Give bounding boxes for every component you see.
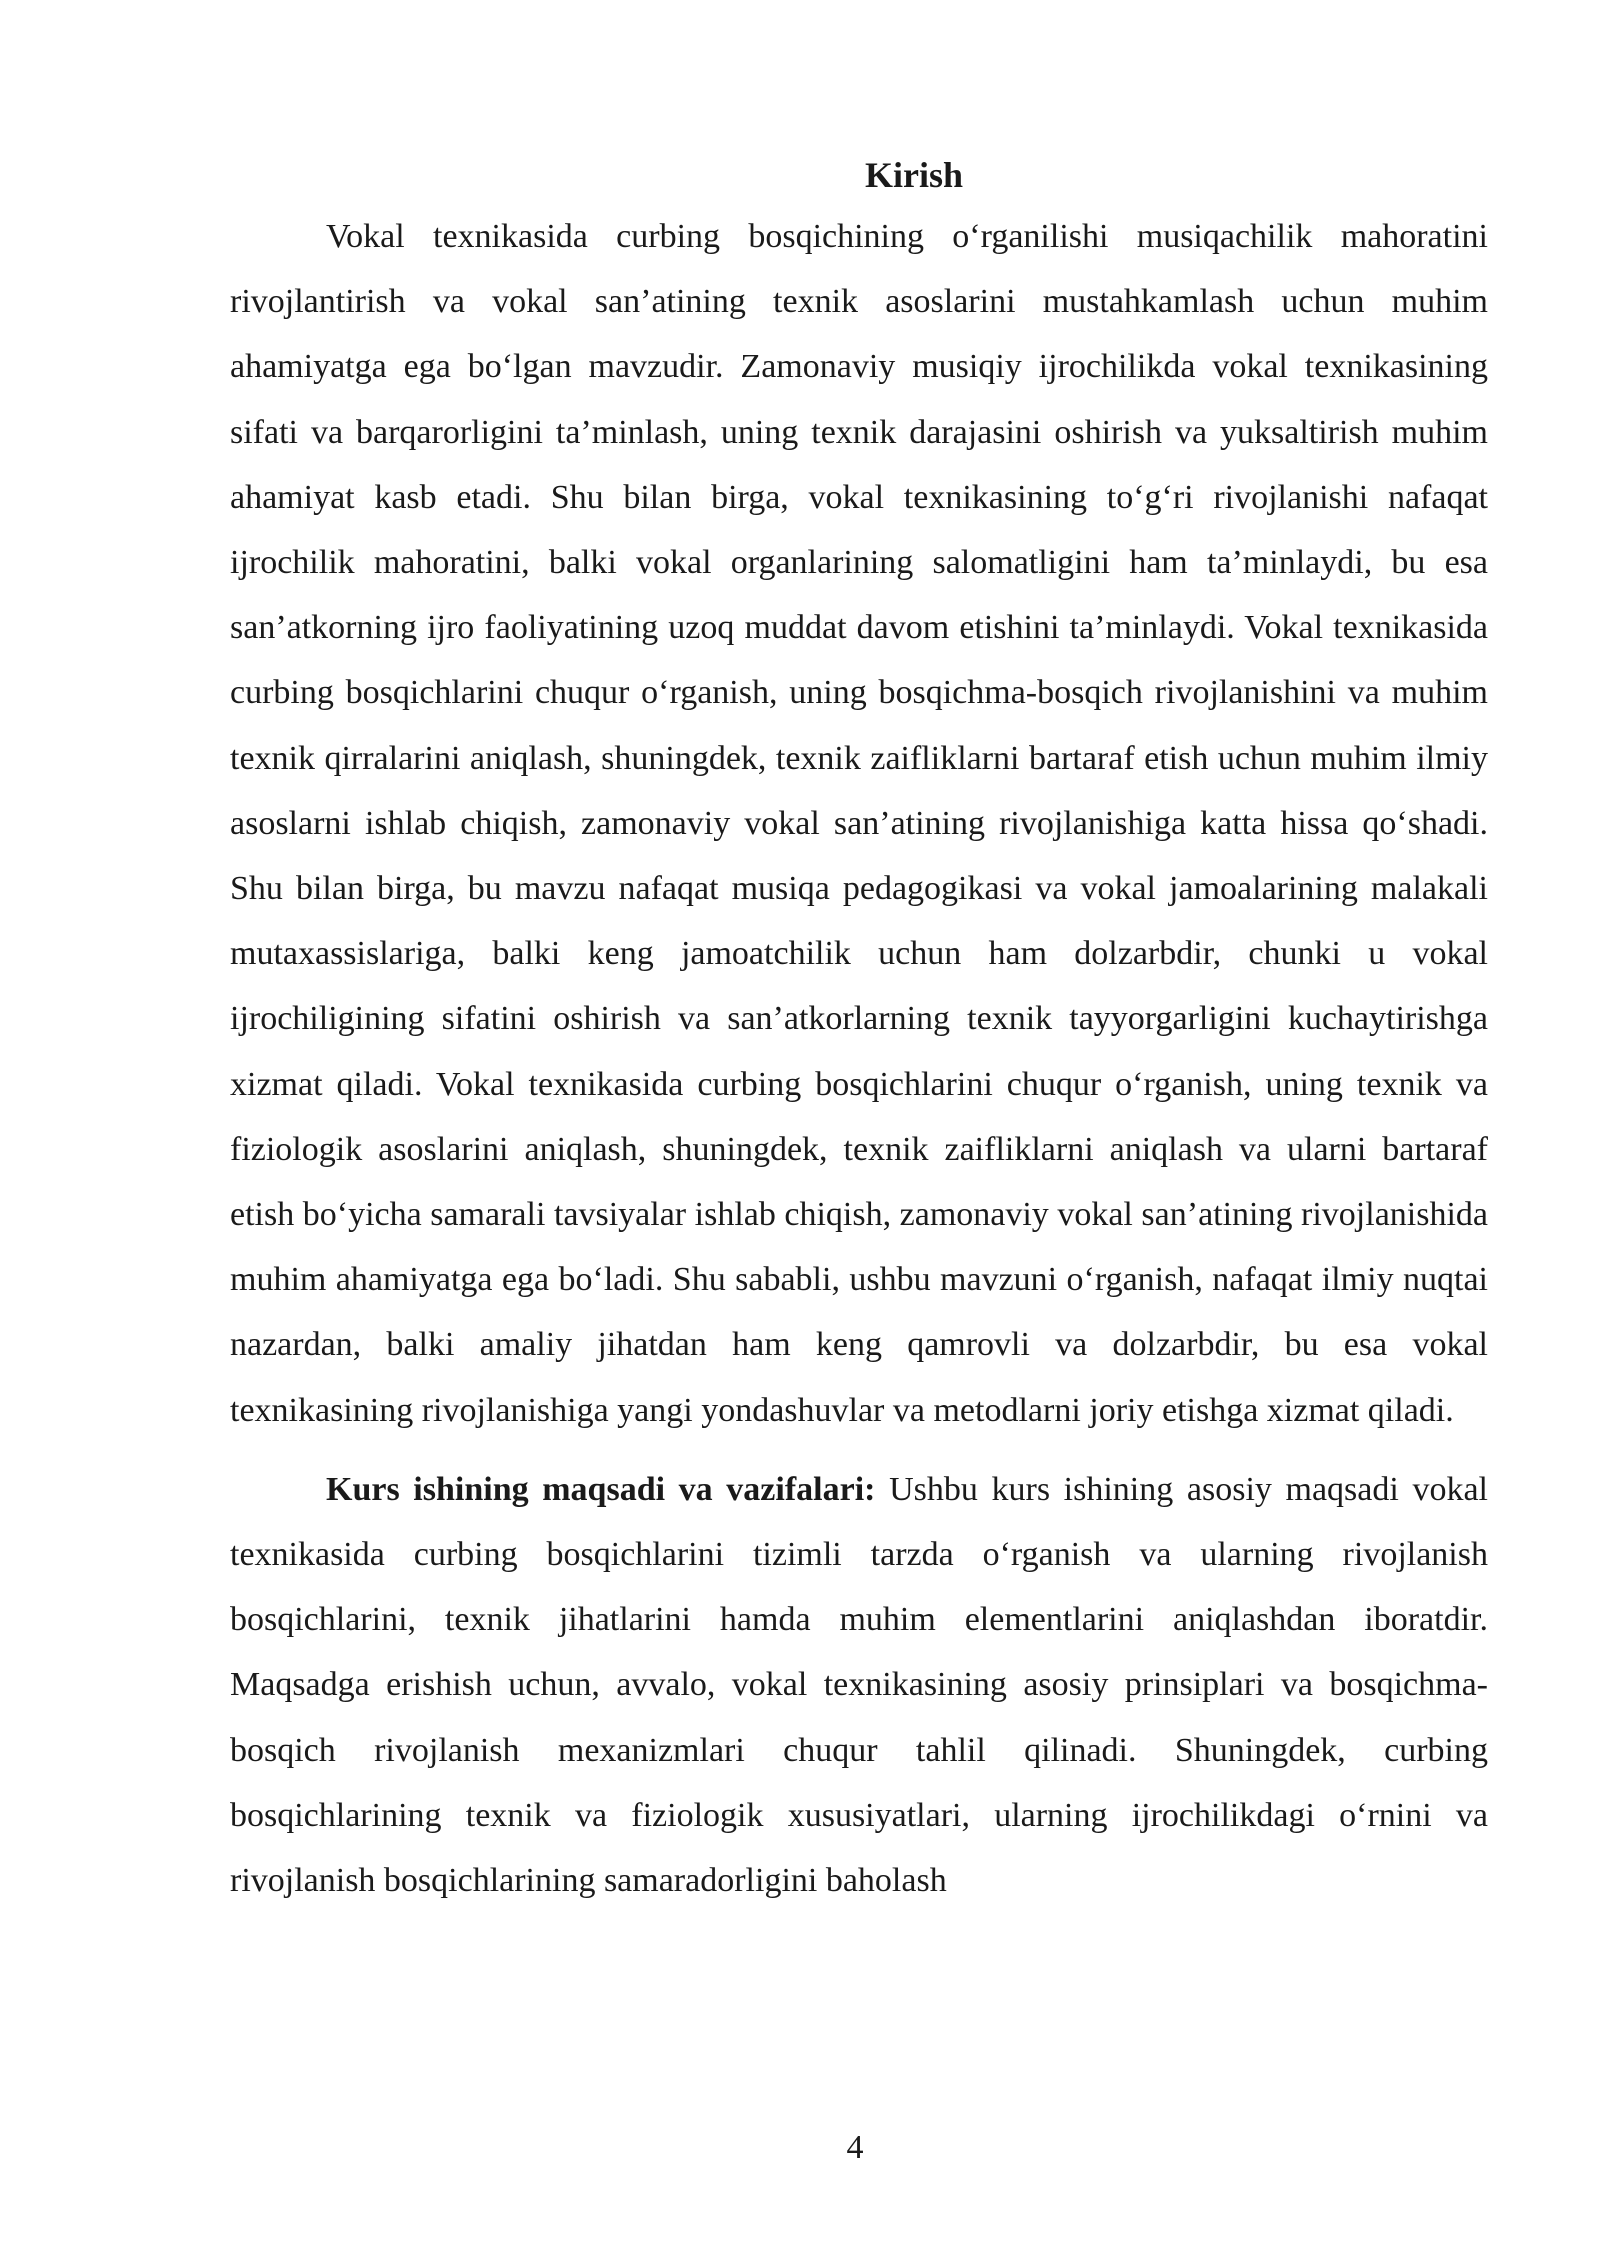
page-content [230, 150, 1488, 1913]
paragraph-text: Ushbu kurs ishining asosiy maqsadi vokal texnikasida curbing bosqichlarini tizimli tarzda o‘rganish va ularning rivojlanish bosqichlarini, texnik jihatlarini hamda muhim elementlarini aniqlashdan iboratdir. Maqsadga erishish uchun, avvalo, vokal texnikasining asosiy prinsiplari va bosqichma-bosqich rivojlanish mexanizmlari chuqur tahlil qilinadi. Shuningdek, curbing bosqichlarining texnik va fiziologik xususiyatlari, ularning ijrochilikdagi o‘rnini va rivojlanish bosqichlarining samaradorligini baholash [230, 1470, 1488, 1900]
section-heading: Kirish [864, 155, 963, 195]
page-number: 4 [846, 2129, 864, 2166]
introduction-paragraph [230, 204, 1488, 1443]
paragraph-text: Vokal texnikasida curbing bosqichining o‘rganilishi musiqachilik mahoratini rivojlantirish va vokal san’atining texnik asoslarini mustahkamlash uchun muhim ahamiyatga ega bo‘lgan mavzudir. Zamonaviy musiqiy ijrochilikda vokal texnikasining sifati va barqarorligini ta’minlash, uning texnik darajasini oshirish va yuksaltirish muhim ahamiyat kasb etadi. Shu bilan birga, vokal texnikasining to‘g‘ri rivojlanishi nafaqat ijrochilik mahoratini, balki vokal organlarining salomatligini ham ta’minlaydi, bu esa san’atkorning ijro faoliyatining uzoq muddat davom etishini ta’minlaydi. Vokal texnikasida curbing bosqichlarini chuqur o‘rganish, uning bosqichma-bosqich rivojlanishini va muhim texnik qirralarini aniqlash, shuningdek, texnik zaifliklarni bartaraf etish uchun muhim ilmiy asoslarni ishlab chiqish, zamonaviy vokal san’atining rivojlanishiga katta hissa qo‘shadi. Shu bilan birga, bu mavzu nafaqat musiqa pedagogikasi va vokal jamoalarining malakali mutaxassislariga, balki keng jamoatchilik uchun ham dolzarbdir, chunki u vokal ijrochiligining sifatini oshirish va san’atkorlarning texnik tayyorgarligini kuchaytirishga xizmat qiladi. Vokal texnikasida curbing bosqichlarini chuqur o‘rganish, uning texnik va fiziologik asoslarini aniqlash, shuningdek, texnik zaifliklarni aniqlash va ularni bartaraf etish bo‘yicha samarali tavsiyalar ishlab chiqish, zamonaviy vokal san’atining rivojlanishida muhim ahamiyatga ega bo‘ladi. Shu sababli, ushbu mavzuni o‘rganish, nafaqat ilmiy nuqtai nazardan, balki amaliy jihatdan ham keng qamrovli va dolzarbdir, bu esa vokal texnikasining rivojlanishiga yangi yondashuvlar va metodlarni joriy etishga xizmat qiladi. [230, 218, 1488, 1429]
paragraph-lead: Kurs ishining maqsadi va vazifalari: [326, 1470, 876, 1508]
goals-paragraph [230, 1457, 1488, 1913]
